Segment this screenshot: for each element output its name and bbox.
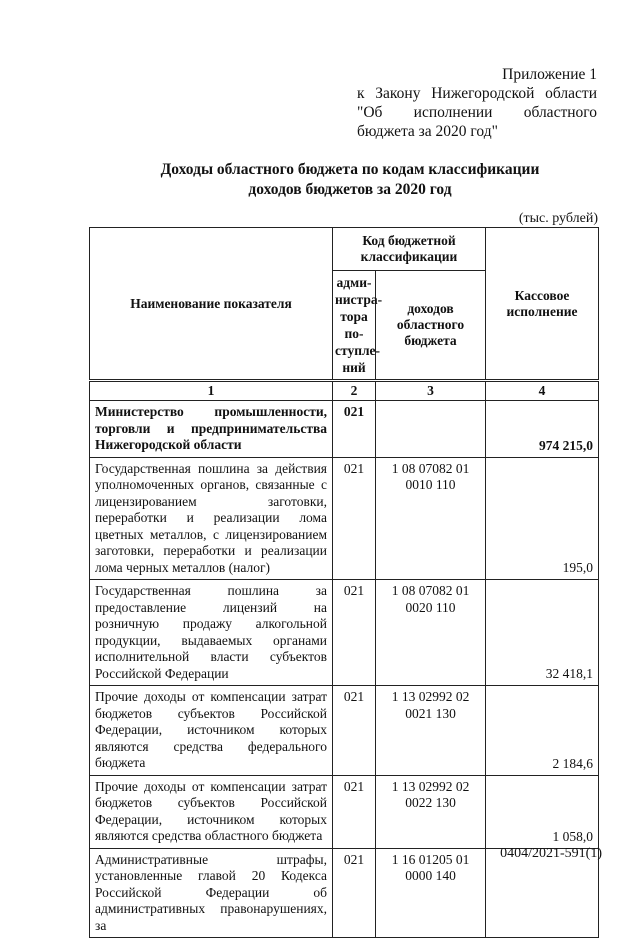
income-table	[89, 227, 599, 938]
row-value: 1 058,0	[486, 775, 599, 848]
header-code-group: Код бюджетной классификации	[333, 228, 486, 271]
title-line-1: Доходы областного бюджета по кодам классификации	[160, 161, 540, 178]
row-admin: 021	[333, 401, 376, 458]
col-number: 1	[90, 381, 333, 401]
appendix-block	[357, 65, 597, 141]
row-code	[376, 401, 486, 458]
appendix-line-2: к Закону Нижегородской области	[357, 85, 597, 102]
table-row	[90, 401, 599, 458]
appendix-line-4: бюджета за 2020 год"	[357, 123, 498, 140]
row-name: Прочие доходы от компенсации затрат бюджетов субъектов Российской Федерации, источником которых являются средства федерального бюджета	[90, 686, 333, 776]
row-name: Прочие доходы от компенсации затрат бюджетов субъектов Российской Федерации, источником которых являются средства областного бюджета	[90, 775, 333, 848]
row-name: Административные штрафы, установленные главой 20 Кодекса Российской Федерации об административных правонарушениях, за	[90, 848, 333, 938]
header-name: Наименование показателя	[90, 228, 333, 381]
document-title	[100, 160, 600, 200]
row-value: 974 215,0	[486, 401, 599, 458]
table-row	[90, 686, 599, 776]
row-name: Государственная пошлина за предоставление лицензий на розничную продажу алкогольной продукции, выдаваемых органами исполнительной власти субъектов Российской Федерации	[90, 580, 333, 686]
table-row	[90, 775, 599, 848]
row-name: Государственная пошлина за действия уполномоченных органов, связанные с лицензированием заготовки, переработки и реализации лома цветных металлов, с лицензированием заготовки, переработки и реализации лома черных металлов (налог)	[90, 457, 333, 580]
header-admin: адми-нистра-тора по-ступле-ний	[333, 271, 376, 381]
row-admin: 021	[333, 775, 376, 848]
document-code: 0404/2021-591(1)	[500, 846, 602, 861]
appendix-line-3: "Об исполнении областного	[357, 104, 597, 121]
row-code: 1 13 02992 02 0022 130	[376, 775, 486, 848]
col-number: 3	[376, 381, 486, 401]
col-number: 4	[486, 381, 599, 401]
row-value: 195,0	[486, 457, 599, 580]
table-row	[90, 457, 599, 580]
row-value: 2 184,6	[486, 686, 599, 776]
row-admin: 021	[333, 580, 376, 686]
appendix-line-1: Приложение 1	[502, 66, 597, 83]
row-name: Министерство промышленности, торговли и предпринимательства Нижегородской области	[90, 401, 333, 458]
row-admin: 021	[333, 457, 376, 580]
header-cash: Кассовое исполнение	[486, 228, 599, 381]
row-code: 1 16 01205 01 0000 140	[376, 848, 486, 938]
row-admin: 021	[333, 686, 376, 776]
col-number: 2	[333, 381, 376, 401]
row-admin: 021	[333, 848, 376, 938]
row-code: 1 08 07082 01 0010 110	[376, 457, 486, 580]
column-number-row	[90, 381, 599, 401]
row-code: 1 13 02992 02 0021 130	[376, 686, 486, 776]
header-income: доходов областного бюджета	[376, 271, 486, 381]
table-row	[90, 580, 599, 686]
row-code: 1 08 07082 01 0020 110	[376, 580, 486, 686]
row-value: 32 418,1	[486, 580, 599, 686]
units-label: (тыс. рублей)	[518, 211, 598, 226]
title-line-2: доходов бюджетов за 2020 год	[248, 181, 452, 198]
